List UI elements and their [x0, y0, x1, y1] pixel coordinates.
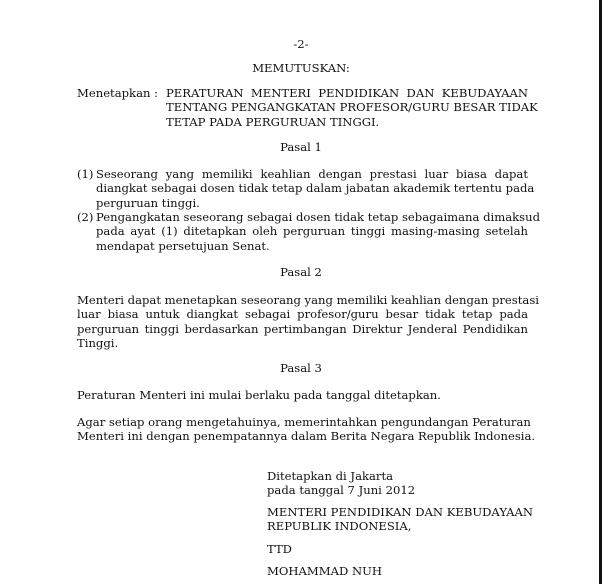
menetapkan-line: TENTANG PENGANGKATAN PROFESOR/GURU BESAR TIDAK — [166, 100, 538, 115]
closing-line: Agar setiap orang mengetahuinya, memerintahkan pengundangan Peraturan — [77, 415, 531, 429]
closing-paragraph — [77, 415, 536, 444]
pasal-2-line: luar biasa untuk diangkat sebagai profesor/guru besar tidak tetap pada — [77, 307, 528, 322]
signature-place: Ditetapkan di Jakarta — [267, 469, 394, 483]
pasal-1-item-1 — [77, 167, 535, 210]
item-number: (1) — [77, 167, 94, 181]
signatory-name: MOHAMMAD NUH — [267, 564, 382, 578]
pasal-2-line: Menteri dapat menetapkan seseorang yang memiliki keahlian dengan prestasi — [77, 293, 539, 307]
signature-date: pada tanggal 7 Juni 2012 — [267, 483, 416, 497]
decision-heading: MEMUTUSKAN: — [252, 61, 350, 75]
item-line: mendapat persetujuan Senat. — [96, 238, 270, 253]
pasal-2-line: Tinggi. — [77, 336, 119, 351]
item-line: diangkat sebagai dosen tidak tetap dalam jabatan akademik tertentu pada — [96, 181, 535, 196]
menetapkan-text — [166, 86, 538, 129]
menetapkan-label: Menetapkan : — [77, 86, 159, 100]
menetapkan-line: PERATURAN MENTERI PENDIDIKAN DAN KEBUDAYAAN — [166, 86, 528, 100]
item-line: perguruan tinggi. — [96, 195, 200, 210]
pasal-1-title: Pasal 1 — [280, 140, 322, 154]
pasal-3-line: Peraturan Menteri ini mulai berlaku pada tanggal ditetapkan. — [77, 388, 441, 402]
item-line: Pengangkatan seseorang sebagai dosen tidak tetap sebagaimana dimaksud — [96, 210, 541, 224]
page-number: -2- — [293, 37, 309, 51]
pasal-2-title: Pasal 2 — [280, 265, 322, 279]
item-line: Seseorang yang memiliki keahlian dengan prestasi luar biasa dapat — [96, 167, 528, 181]
pasal-2-text — [77, 293, 539, 351]
menetapkan-line: TETAP PADA PERGURUAN TINGGI. — [166, 114, 380, 129]
closing-line: Menteri ini dengan penempatannya dalam Berita Negara Republik Indonesia. — [77, 429, 536, 444]
signature-title-line-2: REPUBLIK INDONESIA, — [267, 519, 412, 533]
signature-ttd: TTD — [267, 542, 292, 556]
item-line: pada ayat (1) ditetapkan oleh perguruan tinggi masing-masing setelah — [96, 224, 528, 239]
item-number: (2) — [77, 210, 94, 224]
pasal-3-title: Pasal 3 — [280, 361, 322, 375]
pasal-2-line: perguruan tinggi berdasarkan pertimbangan Direktur Jenderal Pendidikan — [77, 321, 528, 336]
pasal-1-item-2 — [77, 210, 541, 253]
signature-title-line-1: MENTERI PENDIDIKAN DAN KEBUDAYAAN — [267, 505, 533, 519]
pasal-3-text — [77, 388, 528, 402]
